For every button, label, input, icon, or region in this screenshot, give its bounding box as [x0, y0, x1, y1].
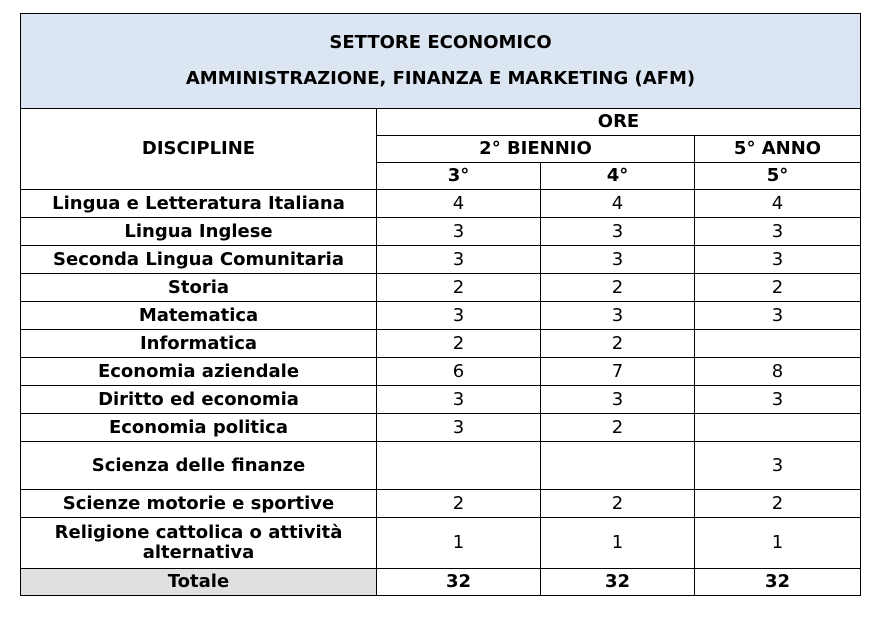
table-row — [21, 358, 861, 386]
table-row — [21, 518, 861, 569]
hours-table — [20, 13, 861, 596]
hours-year4: 2 — [541, 414, 695, 442]
hours-year5: 2 — [695, 490, 861, 518]
title-line-sector: SETTORE ECONOMICO — [329, 32, 552, 53]
table-row — [21, 246, 861, 274]
hours-year4: 2 — [541, 490, 695, 518]
total-label: Totale — [21, 569, 377, 596]
hours-year4: 3 — [541, 386, 695, 414]
hours-year3: 3 — [377, 302, 541, 330]
hours-year3: 3 — [377, 218, 541, 246]
hours-year4: 2 — [541, 274, 695, 302]
discipline-name: Lingua e Letteratura Italiana — [21, 190, 377, 218]
hours-year3: 3 — [377, 246, 541, 274]
hours-year5: 3 — [695, 386, 861, 414]
hours-year4: 1 — [541, 518, 695, 569]
table-row — [21, 302, 861, 330]
hours-year5: 3 — [695, 442, 861, 490]
table-row — [21, 442, 861, 490]
discipline-name: Lingua Inglese — [21, 218, 377, 246]
hours-year5: 1 — [695, 518, 861, 569]
discipline-name: Economia aziendale — [21, 358, 377, 386]
table-row — [21, 330, 861, 358]
discipline-name: Scienza delle finanze — [21, 442, 377, 490]
hours-year4: 3 — [541, 302, 695, 330]
title-line-course: AMMINISTRAZIONE, FINANZA E MARKETING (AFM) — [185, 68, 696, 89]
discipline-name: Seconda Lingua Comunitaria — [21, 246, 377, 274]
hours-year3: 2 — [377, 490, 541, 518]
hours-year3: 2 — [377, 330, 541, 358]
hours-year4: 3 — [541, 246, 695, 274]
discipline-name: Diritto ed economia — [21, 386, 377, 414]
discipline-name: Matematica — [21, 302, 377, 330]
biennio-header: 2° BIENNIO — [377, 136, 695, 163]
hours-year5: 3 — [695, 302, 861, 330]
hours-year5: 8 — [695, 358, 861, 386]
hours-year4: 3 — [541, 218, 695, 246]
table-row — [21, 190, 861, 218]
table-row — [21, 490, 861, 518]
table-row — [21, 414, 861, 442]
discipline-header: DISCIPLINE — [21, 109, 377, 190]
discipline-name: Economia politica — [21, 414, 377, 442]
hours-year4: 7 — [541, 358, 695, 386]
total-year3: 32 — [377, 569, 541, 596]
hours-year5: 3 — [695, 246, 861, 274]
hours-year5 — [695, 414, 861, 442]
hours-year5: 3 — [695, 218, 861, 246]
table-row — [21, 274, 861, 302]
table-row — [21, 386, 861, 414]
hours-year5 — [695, 330, 861, 358]
hours-year5: 4 — [695, 190, 861, 218]
hours-year3: 6 — [377, 358, 541, 386]
hours-year4 — [541, 442, 695, 490]
table-title — [21, 14, 861, 109]
hours-year3: 1 — [377, 518, 541, 569]
anno-header: 5° ANNO — [695, 136, 861, 163]
table-row — [21, 218, 861, 246]
hours-year3: 2 — [377, 274, 541, 302]
discipline-name: Religione cattolica o attività alternativa — [21, 518, 377, 569]
total-row — [21, 569, 861, 596]
total-year4: 32 — [541, 569, 695, 596]
hours-year4: 4 — [541, 190, 695, 218]
total-year5: 32 — [695, 569, 861, 596]
year3-header: 3° — [377, 163, 541, 190]
hours-year3: 4 — [377, 190, 541, 218]
discipline-name: Informatica — [21, 330, 377, 358]
hours-year5: 2 — [695, 274, 861, 302]
hours-year4: 2 — [541, 330, 695, 358]
hours-year3: 3 — [377, 386, 541, 414]
discipline-name: Storia — [21, 274, 377, 302]
hours-year3 — [377, 442, 541, 490]
ore-header: ORE — [377, 109, 861, 136]
year4-header: 4° — [541, 163, 695, 190]
hours-year3: 3 — [377, 414, 541, 442]
year5-header: 5° — [695, 163, 861, 190]
discipline-name: Scienze motorie e sportive — [21, 490, 377, 518]
